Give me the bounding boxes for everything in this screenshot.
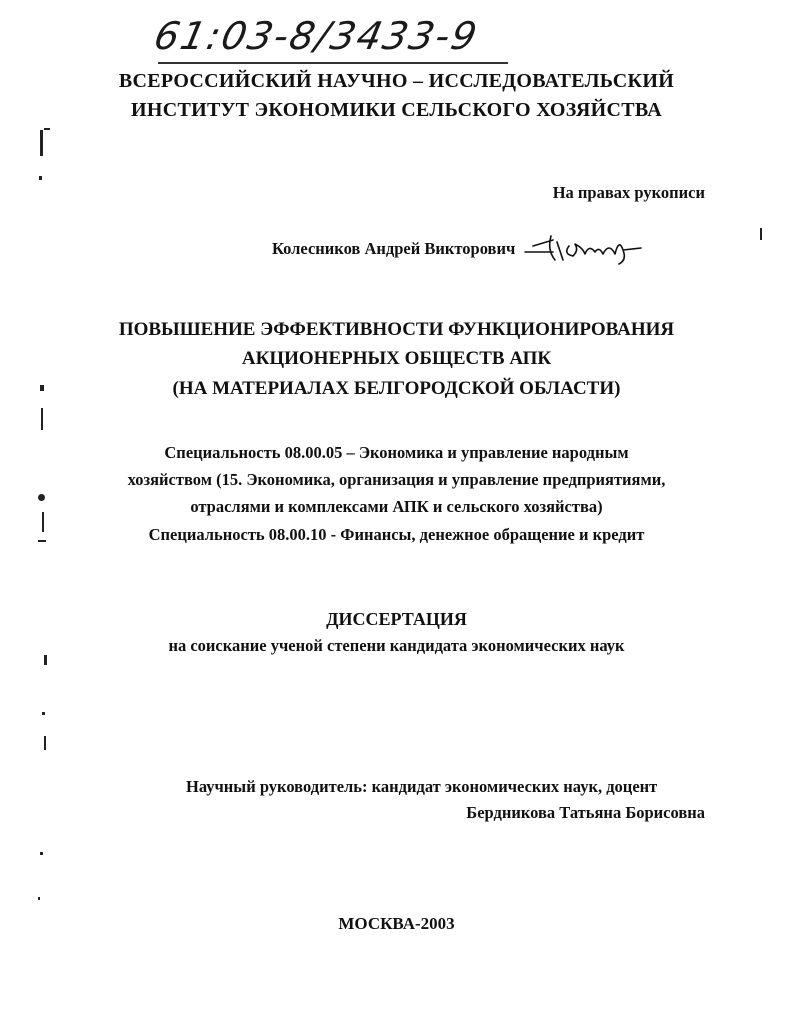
dissertation-heading: ДИССЕРТАЦИЯ (326, 609, 467, 629)
scan-artifact (41, 408, 43, 430)
title-line-3: (НА МАТЕРИАЛАХ БЕЛГОРОДСКОЙ ОБЛАСТИ) (172, 378, 621, 399)
dissertation-subheading: на соискание ученой степени кандидата экономических наук (168, 636, 625, 655)
scan-artifact (40, 385, 44, 391)
scan-artifact (760, 228, 762, 240)
manuscript-rights-note: На правах рукописи (552, 183, 705, 202)
author-name: Колесников Андрей Викторович (272, 239, 516, 258)
specialty-line-3: отраслями и комплексами АПК и сельского хозяйства) (190, 497, 603, 516)
archive-code-handwritten: 61:03-8/3433-9 (150, 14, 483, 58)
supervisor-title: Научный руководитель: кандидат экономических наук, доцент (186, 777, 658, 796)
specialty-line-2: хозяйством (15. Экономика, организация и управление предприятиями, (127, 470, 666, 489)
scan-artifact (44, 655, 47, 665)
specialty-line-4: Специальность 08.00.10 - Финансы, денежное обращение и кредит (148, 525, 645, 544)
institute-line-2: ИНСТИТУТ ЭКОНОМИКИ СЕЛЬСКОГО ХОЗЯЙСТВА (131, 99, 662, 121)
scan-artifact (44, 736, 46, 750)
supervisor-name: Бердникова Татьяна Борисовна (466, 803, 705, 822)
scan-artifact (40, 852, 43, 855)
scan-artifact (38, 494, 45, 501)
city-year: МОСКВА-2003 (338, 914, 455, 933)
author-row (272, 232, 653, 266)
institute-line-1: ВСЕРОССИЙСКИЙ НАУЧНО – ИССЛЕДОВАТЕЛЬСКИЙ (118, 70, 675, 92)
scan-artifact (38, 540, 46, 542)
title-line-1: ПОВЫШЕНИЕ ЭФФЕКТИВНОСТИ ФУНКЦИОНИРОВАНИЯ (118, 319, 675, 340)
scan-artifact (40, 130, 43, 156)
author-signature-image (523, 232, 653, 266)
title-line-2: АКЦИОНЕРНЫХ ОБЩЕСТВ АПК (241, 348, 552, 369)
scan-artifact (39, 176, 42, 180)
scan-artifact (42, 712, 45, 715)
scan-artifact (38, 897, 40, 900)
specialty-line-1: Специальность 08.00.05 – Экономика и управление народным (164, 443, 629, 462)
scan-artifact (42, 512, 44, 532)
archive-code-underline (158, 62, 508, 64)
scan-artifact (44, 128, 50, 130)
